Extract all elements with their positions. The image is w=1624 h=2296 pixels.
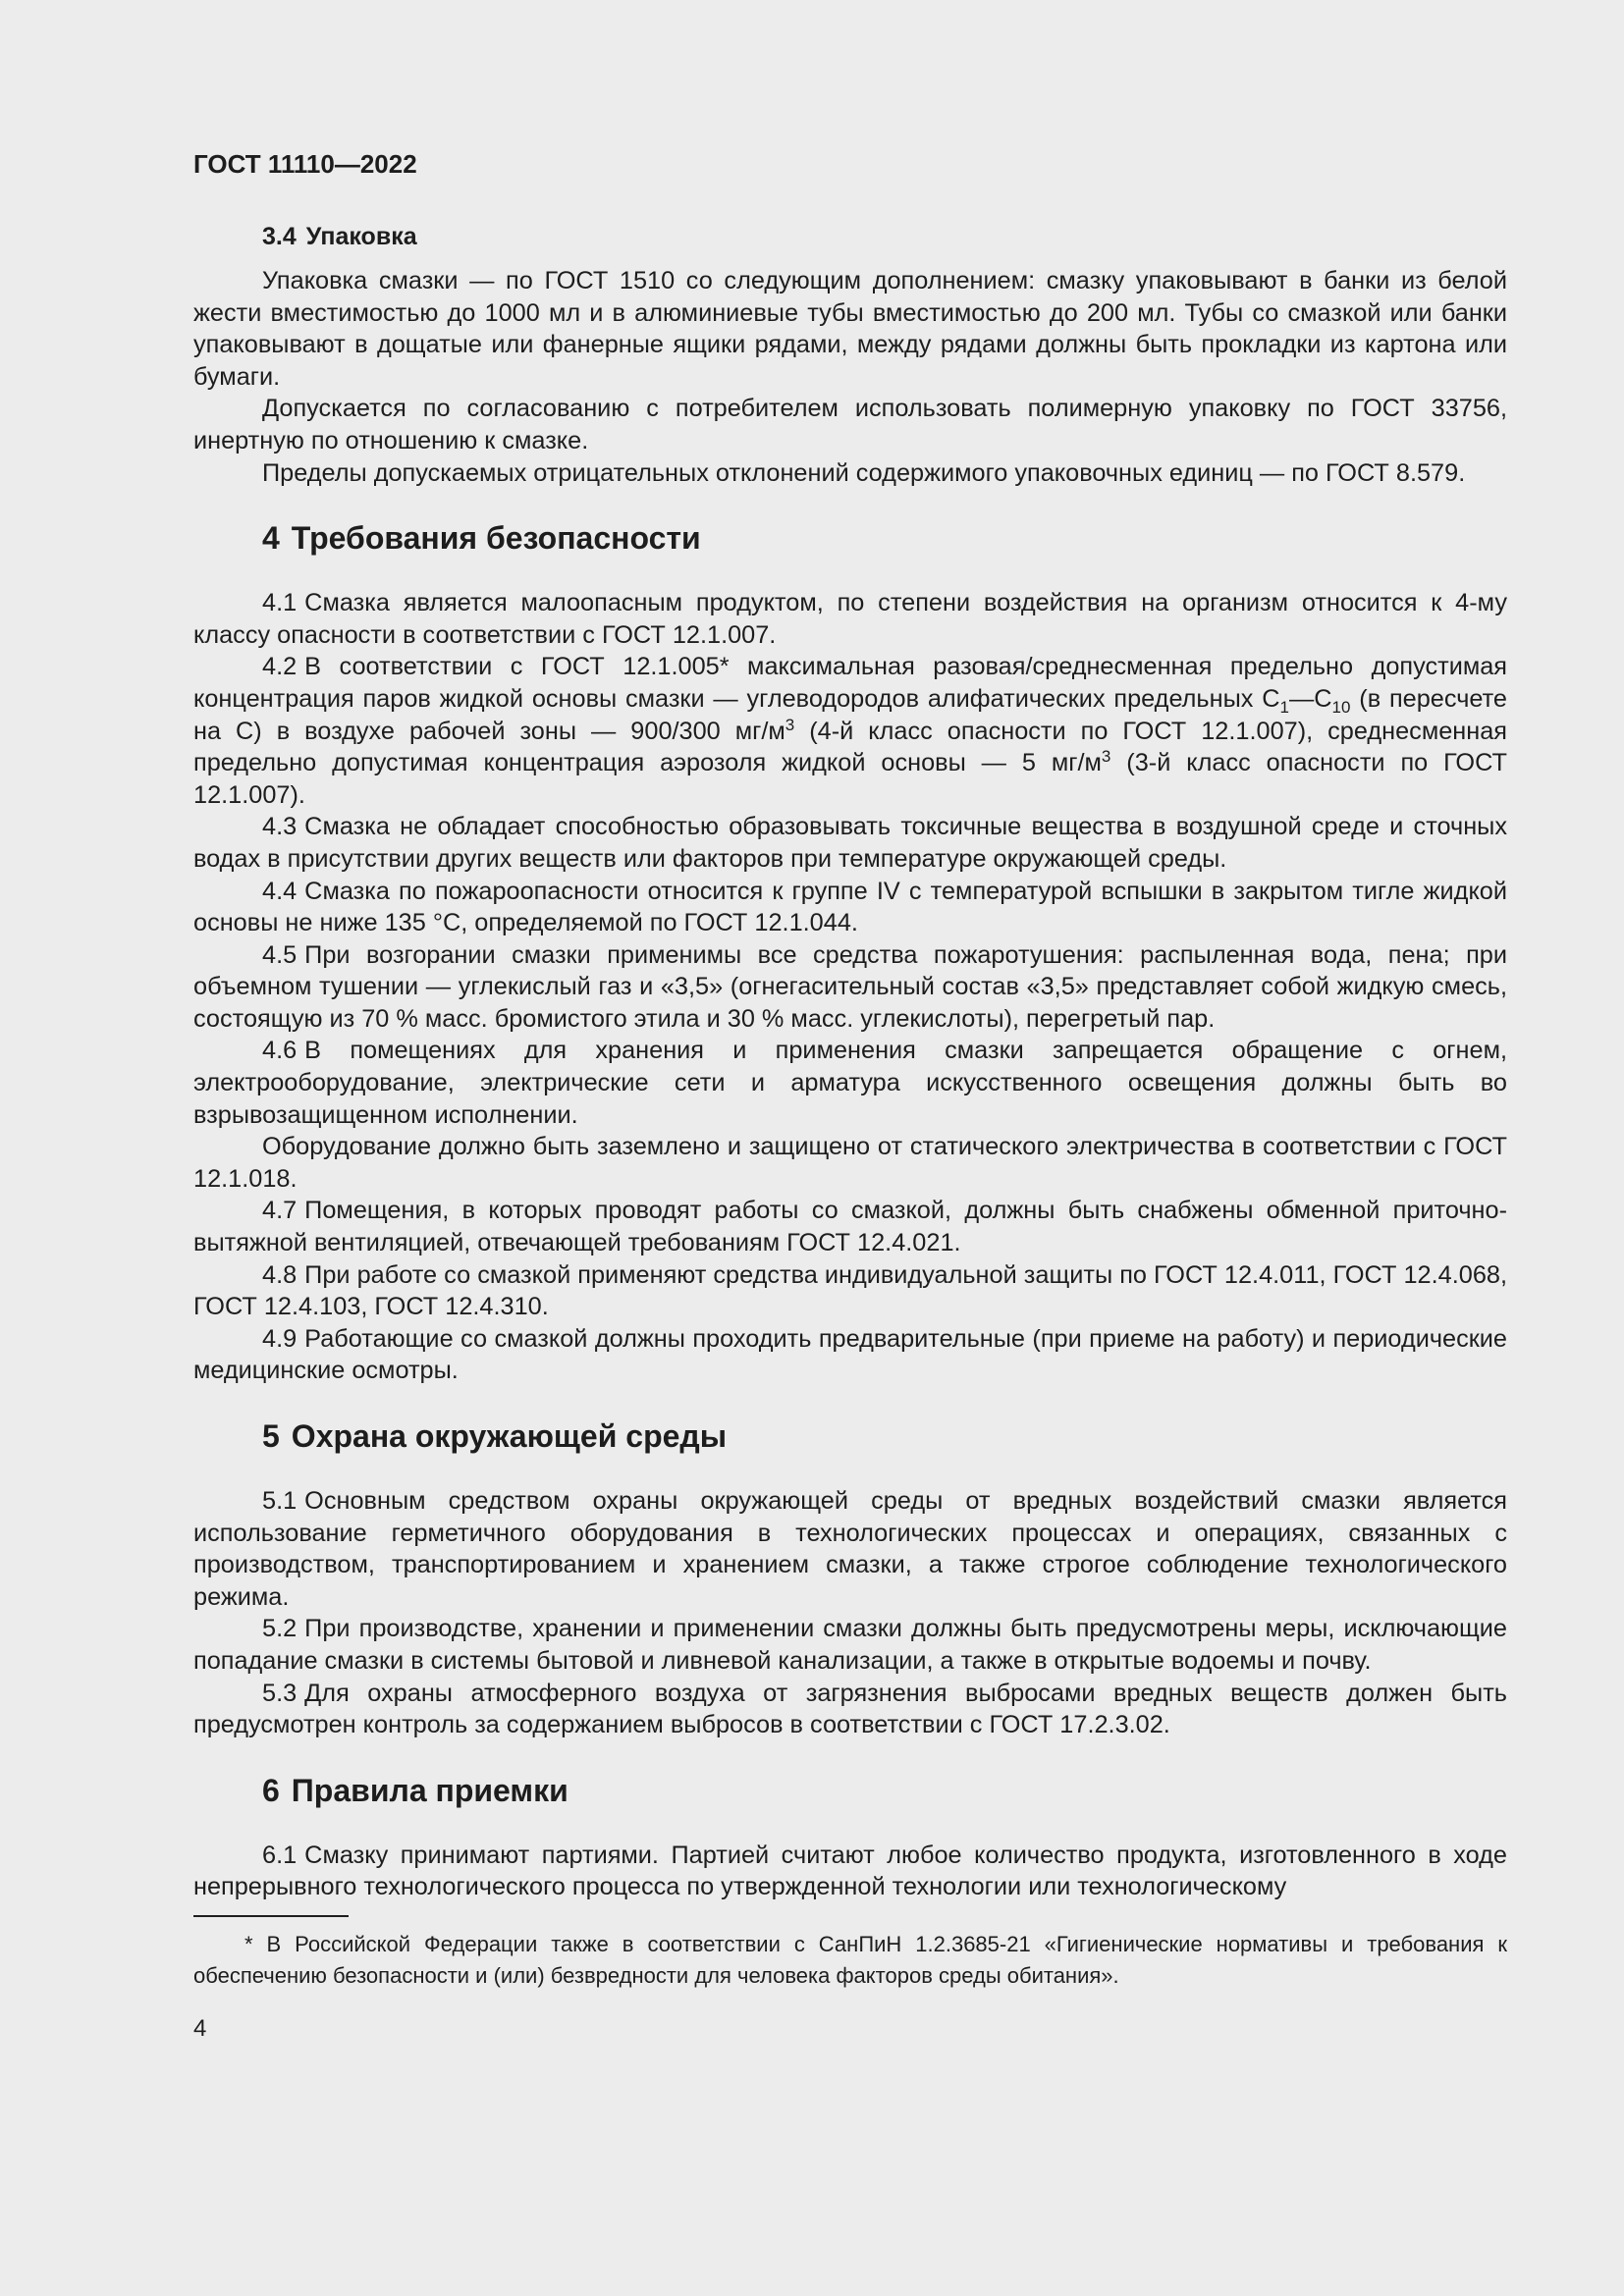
paragraph-number: 4.4 <box>262 877 298 905</box>
paragraph-4-5 <box>193 939 1507 1036</box>
footnote: * В Российской Федерации также в соответствии с СанПиН 1.2.3685-21 «Гигиенические нормативы и требования к обеспечению безопасности и (или) безвредности для человека факторов среды обитания». <box>193 1931 1507 1988</box>
superscript: 3 <box>785 715 795 734</box>
section-number: 5 <box>262 1418 280 1454</box>
paragraph-text: (в пересчете на С) в воздухе рабочей зоны — 900/300 мг/м <box>193 684 1507 745</box>
paragraph-number: 4.1 <box>262 589 298 617</box>
paragraph-text: (4-й класс опасности по ГОСТ 12.1.007), среднесменная предельно допустимая концентрация аэрозоля жидкой основы — 5 мг/м <box>193 717 1507 777</box>
paragraph-5-1 <box>193 1485 1507 1613</box>
section-title-text: Требования безопасности <box>291 520 701 557</box>
paragraph-number: 4.6 <box>262 1037 298 1065</box>
subsection-title-text: Упаковка <box>305 223 417 250</box>
paragraph-text: Смазка является малоопасным продуктом, по степени воздействия на организм относится к 4-му классу опасности в соответствии с ГОСТ 12.1.007. <box>193 589 1507 649</box>
section-title-text: Правила приемки <box>291 1772 568 1808</box>
paragraph-number: 6.1 <box>262 1841 298 1869</box>
paragraph-text: При возгорании смазки применимы все средства пожаротушения: распыленная вода, пена; при объемном тушении — углекислый газ и «3,5» (огнегасительный состав «3,5» представляет собой жидкую смесь, состоящую из 70 % масс. бромистого этила и 30 % масс. углекислоты), перегретый пар. <box>193 940 1507 1033</box>
paragraph-number: 5.1 <box>262 1487 298 1515</box>
section-title-text: Охрана окружающей среды <box>291 1418 728 1454</box>
footnote-divider <box>193 1915 349 1917</box>
paragraph-text: В помещениях для хранения и применения смазки запрещается обращение с огнем, электрооборудование, электрические сети и арматура искусственного освещения должны быть во взрывозащищенном исполнении. <box>193 1037 1507 1129</box>
paragraph-text: Смазку принимают партиями. Партией считают любое количество продукта, изготовленного в ходе непрерывного технологического процесса по утвержденной технологии или технологическому <box>193 1841 1507 1901</box>
paragraph-5-3 <box>193 1678 1507 1741</box>
subsection-number: 3.4 <box>262 223 297 250</box>
paragraph-4-4 <box>193 876 1507 939</box>
section-number: 4 <box>262 520 280 557</box>
paragraph-3-4-1: Упаковка смазки — по ГОСТ 1510 со следующим дополнением: смазку упаковывают в банки из белой жести вместимостью до 1000 мл и в алюминиевые тубы вместимостью до 200 мл. Тубы со смазкой или банки упаковывают в дощатые или фанерные ящики рядами, между рядами должны быть прокладки из картона или бумаги. <box>193 267 1507 391</box>
paragraph-3-4-2: Допускается по согласованию с потребителем использовать полимерную упаковку по ГОСТ 33756, инертную по отношению к смазке. <box>193 395 1507 454</box>
paragraph-4-9 <box>193 1323 1507 1387</box>
paragraph-4-2 <box>193 651 1507 811</box>
paragraph-text: При работе со смазкой применяют средства индивидуальной защиты по ГОСТ 12.4.011, ГОСТ 12.4.068, ГОСТ 12.4.103, ГОСТ 12.4.310. <box>193 1260 1507 1321</box>
paragraph-number: 4.2 <box>262 653 298 681</box>
paragraph-number: 4.3 <box>262 813 298 841</box>
paragraph-number: 5.3 <box>262 1679 298 1707</box>
section-title-5 <box>262 1415 1507 1458</box>
paragraph-text: Основным средством охраны окружающей среды от вредных воздействий смазки является использование герметичного оборудования в технологических процессах и операциях, связанных с производством, транспортированием и хранением смазки, а также строгое соблюдение технологического режима. <box>193 1487 1507 1611</box>
paragraph-5-2 <box>193 1613 1507 1677</box>
paragraph-text: Для охраны атмосферного воздуха от загрязнения выбросами вредных веществ должен быть предусмотрен контроль за содержанием выбросов в соответствии с ГОСТ 17.2.3.02. <box>193 1679 1507 1739</box>
superscript: 3 <box>1101 747 1111 767</box>
paragraph-number: 4.5 <box>262 940 298 969</box>
paragraph-number: 5.2 <box>262 1615 298 1643</box>
paragraph-4-1 <box>193 587 1507 651</box>
paragraph-number: 4.9 <box>262 1324 298 1353</box>
paragraph-4-3 <box>193 811 1507 875</box>
paragraph-6-1 <box>193 1840 1507 1903</box>
document-page <box>193 147 1507 2045</box>
subscript: 1 <box>1279 697 1289 717</box>
subsection-title-3-4 <box>262 220 1507 253</box>
page-number: 4 <box>193 2014 207 2042</box>
paragraph-4-8 <box>193 1259 1507 1323</box>
paragraph-number: 4.8 <box>262 1260 298 1289</box>
paragraph-text: (3-й класс опасности по ГОСТ 12.1.007). <box>193 749 1507 809</box>
paragraph-text: Работающие со смазкой должны проходить предварительные (при приеме на работу) и периодические медицинские осмотры. <box>193 1324 1507 1385</box>
paragraph-text: Смазка по пожароопасности относится к группе IV с температурой вспышки в закрытом тигле жидкой основы не ниже 135 °С, определяемой по ГОСТ 12.1.044. <box>193 877 1507 937</box>
paragraph-text: Помещения, в которых проводят работы со смазкой, должны быть снабжены обменной приточно-вытяжной вентиляцией, отвечающей требованиям ГОСТ 12.4.021. <box>193 1197 1507 1257</box>
paragraph-4-6 <box>193 1035 1507 1131</box>
paragraph-text: В соответствии с ГОСТ 12.1.005* максимальная разовая/среднесменная предельно допустимая концентрация паров жидкой основы смазки — углеводородов алифатических предельных С <box>193 653 1507 713</box>
paragraph-4-7 <box>193 1195 1507 1258</box>
subscript: 10 <box>1331 697 1351 717</box>
paragraph-4-6-continued: Оборудование должно быть заземлено и защищено от статического электричества в соответствии с ГОСТ 12.1.018. <box>193 1133 1507 1193</box>
paragraph-number: 4.7 <box>262 1197 298 1225</box>
paragraph-text: При производстве, хранении и применении смазки должны быть предусмотрены меры, исключающие попадание смазки в системы бытовой и ливневой канализации, а также в открытые водоемы и почву. <box>193 1615 1507 1675</box>
paragraph-3-4-3: Пределы допускаемых отрицательных отклонений содержимого упаковочных единиц — по ГОСТ 8.579. <box>262 458 1466 487</box>
section-title-6 <box>262 1769 1507 1812</box>
section-title-4 <box>262 516 1507 560</box>
document-header: ГОСТ 11110—2022 <box>193 149 417 179</box>
paragraph-text: Смазка не обладает способностью образовывать токсичные вещества в воздушной среде и сточных водах в присутствии других веществ или факторов при температуре окружающей среды. <box>193 813 1507 873</box>
section-number: 6 <box>262 1772 280 1808</box>
paragraph-text: —С <box>1288 684 1332 713</box>
